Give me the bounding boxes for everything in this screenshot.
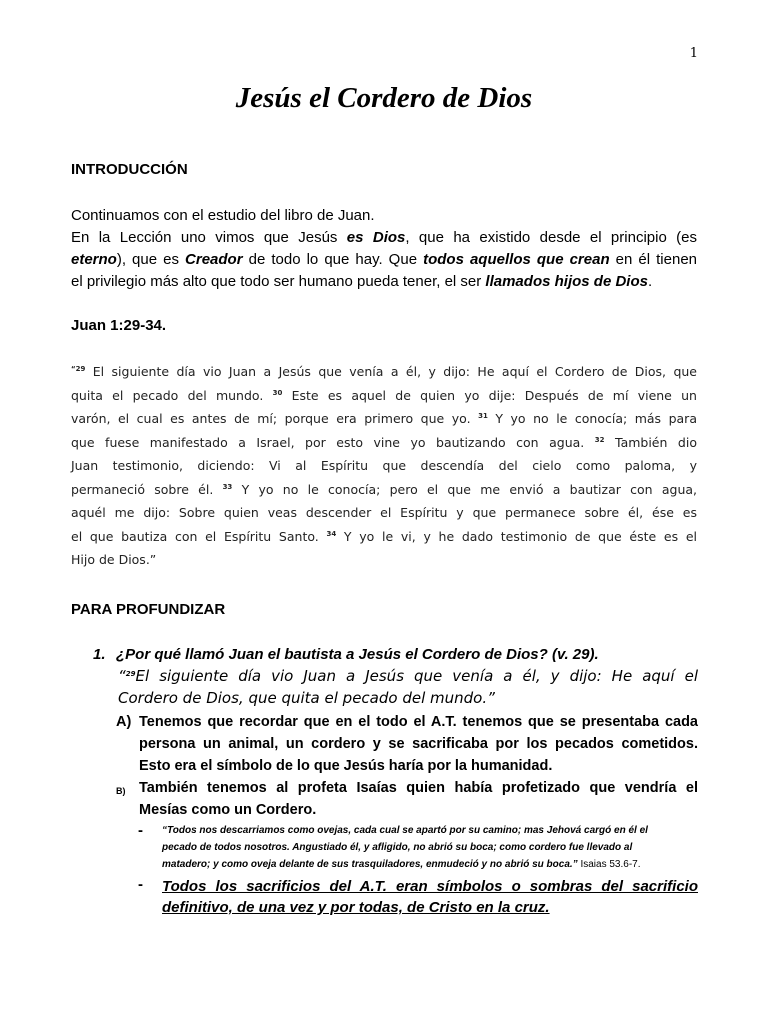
- question-number: 1.: [93, 646, 106, 663]
- verse-line: que fuese manifestado a Israel, por esto vine yo bautizando con agua. $^{32}$ También dio: [71, 434, 697, 450]
- document-title: Jesús el Cordero de Dios: [235, 82, 533, 114]
- intro-heading: INTRODUCCIÓN: [71, 161, 188, 178]
- point-b-line: Mesías como un Cordero.: [139, 802, 317, 818]
- quote-line: Cordero de Dios, que quita el pecado del mundo.”: [118, 689, 495, 707]
- verse-line: varón, el cual es antes de mí; porque era primero que yo. $^{31}$ Y yo no le conocía; más para: [71, 411, 697, 426]
- intro-paragraph: [71, 205, 697, 293]
- isaiah-bullet: [138, 822, 698, 873]
- verse-quote: [118, 665, 698, 709]
- scripture-heading: Juan 1:29-34.: [71, 317, 167, 334]
- quote-line: “$^{29}$El siguiente día vio Juan a Jesús que venía a él, y dijo: He aquí el: [118, 667, 698, 685]
- verse-line: Juan testimonio, diciendo: Vi al Espíritu que descendía del cielo como paloma, y: [71, 458, 697, 473]
- point-a-line: Esto era el símbolo de lo que Jesús haría por la humanidad.: [139, 758, 553, 774]
- question-text: ¿Por qué llamó Juan el bautista a Jesús el Cordero de Dios? (v. 29).: [116, 646, 599, 663]
- deepen-heading: PARA PROFUNDIZAR: [71, 601, 226, 618]
- verse-number: 33: [222, 482, 233, 491]
- verse-number: 31: [478, 412, 488, 420]
- question-1: [93, 646, 599, 663]
- scripture-passage: [71, 360, 697, 572]
- point-b: [116, 777, 698, 821]
- intro-line-1: Continuamos con el estudio del libro de Juan.: [71, 207, 375, 224]
- sacrifices-bullet: [138, 876, 698, 918]
- intro-line-2: En la Lección uno vimos que Jesús es Dios, que ha existido desde el principio (es: [71, 229, 698, 246]
- verse-number: “29: [71, 365, 86, 373]
- point-a-line: Tenemos que recordar que en el todo el A.T. tenemos que se presentaba cada: [139, 714, 698, 730]
- page-number: 1: [689, 46, 698, 61]
- verse-line: quita el pecado del mundo. $^{30}$ Este es aquel de quien yo dije: Después de mí viene un: [71, 387, 697, 403]
- verse-number: 30: [272, 388, 283, 397]
- point-a: [116, 711, 698, 777]
- verse-line: Hijo de Dios.”: [71, 552, 157, 567]
- verse-number: 32: [594, 435, 605, 444]
- verse-number: 34: [326, 529, 337, 538]
- dash-bullet: -: [138, 822, 143, 839]
- verse-line: aquél me dijo: Sobre quien veas descender el Espíritu y que permanece sobre él, ése es: [71, 505, 697, 520]
- intro-line-4: el privilegio más alto que todo ser humano pueda tener, el ser llamados hijos de Dios.: [71, 273, 653, 290]
- intro-line-3: eterno), que es Creador de todo lo que hay. Que todos aquellos que crean en él tienen: [71, 251, 698, 268]
- verse-line: permaneció sobre él. $^{33}$ Y yo no le conocía; pero el que me envió a bautizar con agua,: [71, 481, 697, 497]
- verse-number: 29: [125, 670, 136, 678]
- isaiah-quote: “Todos nos descarriamos como ovejas, cada cual se apartó por su camino; mas Jehová cargó en él el pecado de todos nosotros. Angustiado él, y afligido, no abrió su boca; como cordero fue llevado al matadero; y como oveja delante de sus trasquiladores, enmudeció y no abrió su boca.” Isaias 53.6-7.: [162, 825, 648, 870]
- point-b-line: También tenemos al profeta Isaías quien había profetizado que vendría el: [139, 780, 698, 796]
- verse-line: $^{“29}$ El siguiente día vio Juan a Jesús que venía a él, y dijo: He aquí el Cordero de Dios, que: [71, 364, 697, 379]
- dash-bullet: -: [138, 876, 143, 893]
- verse-line: el que bautiza con el Espíritu Santo. $^{34}$ Y yo le vi, y he dado testimonio de que éste es el: [71, 528, 697, 544]
- sacrifices-statement: Todos los sacrificios del A.T. eran símbolos o sombras del sacrificio definitivo, de una vez y por todas, de Cristo en la cruz.: [162, 878, 698, 916]
- point-a-line: persona un animal, un cordero y se sacrificaba por los pecados cometidos.: [139, 736, 698, 752]
- isaiah-reference: Isaias 53.6-7.: [577, 859, 641, 870]
- point-a-marker: A): [116, 714, 132, 730]
- point-b-marker: B): [116, 786, 126, 796]
